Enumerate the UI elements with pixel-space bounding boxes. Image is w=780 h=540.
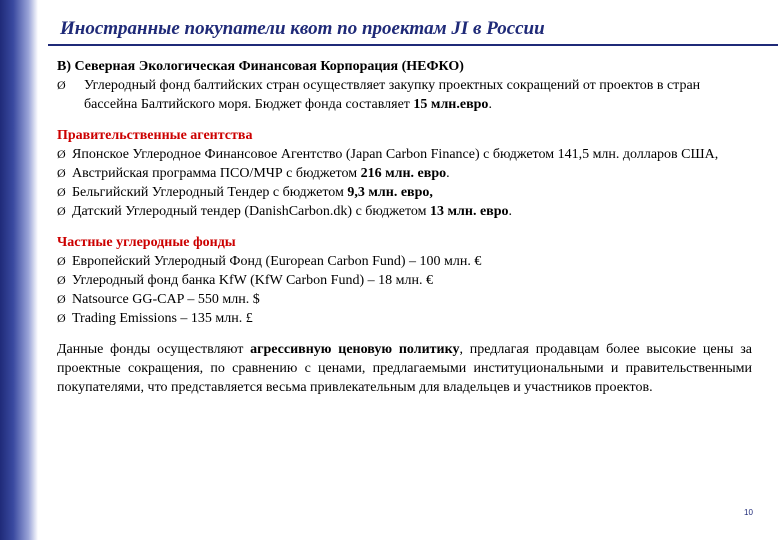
closing-pre: Данные фонды осуществляют (57, 342, 251, 357)
closing-bold: агрессивную ценовую политику (250, 342, 460, 357)
list-item (57, 164, 752, 183)
item-text: Бельгийский Углеродный Тендер с бюджетом (72, 185, 348, 200)
slide-content (57, 57, 752, 397)
item-text: Trading Emissions – 135 млн. £ (72, 311, 253, 326)
item-text: Японское Углеродное Финансовое Агентство (Japan Carbon Finance) с бюджетом 141,5 млн. долларов США, (72, 147, 719, 162)
item-bold: 15 млн.евро (413, 97, 489, 112)
item-end: . (508, 204, 513, 219)
item-end: . (446, 166, 450, 181)
list-item (57, 252, 752, 271)
chevron-bullet-icon: Ø (57, 147, 66, 161)
chevron-bullet-icon: Ø (57, 78, 66, 92)
closing-post: , предлагая продавцам более высокие цены за проектные сокращения, по сравнению с ценами, предлагаемыми институциональными и правительственными покупателями, что представляется весьма привлекательным для владельцев и участников проектов. (57, 342, 752, 395)
chevron-bullet-icon: Ø (57, 292, 66, 306)
title-underline (48, 44, 778, 46)
chevron-bullet-icon: Ø (57, 273, 66, 287)
list-item (57, 271, 752, 290)
list-item (57, 76, 752, 114)
item-bold: 9,3 млн. евро, (347, 185, 433, 200)
closing-paragraph (57, 340, 752, 397)
list-item (57, 202, 752, 221)
chevron-bullet-icon: Ø (57, 204, 66, 218)
chevron-bullet-icon: Ø (57, 254, 66, 268)
list-item (57, 145, 752, 164)
list-item (57, 290, 752, 309)
title-bar (38, 14, 780, 42)
chevron-bullet-icon: Ø (57, 166, 66, 180)
item-text: Natsource GG-CAP – 550 млн. $ (72, 292, 260, 307)
side-gradient-band (0, 0, 38, 540)
page-number: 10 (744, 508, 753, 517)
chevron-bullet-icon: Ø (57, 311, 66, 325)
list-item (57, 309, 752, 328)
section-b-heading: B) Северная Экологическая Финансовая Корпорация (НЕФКО) (57, 59, 464, 74)
item-text: Европейский Углеродный Фонд (European Carbon Fund) – 100 млн. € (72, 254, 482, 269)
item-text: Углеродный фонд балтийских стран осуществляет закупку проектных сокращений от проектов в стран бассейна Балтийского моря. Бюджет фонда составляет (84, 78, 701, 112)
private-heading: Частные углеродные фонды (57, 235, 236, 250)
gov-heading: Правительственные агентства (57, 128, 253, 143)
page-title: Иностранные покупатели квот по проектам JI в России (60, 18, 545, 39)
item-end: . (488, 97, 492, 112)
item-text: Австрийская программа ПСО/МЧР с бюджетом (72, 166, 361, 181)
item-bold: 216 млн. евро (360, 166, 447, 181)
item-text: Углеродный фонд банка KfW (KfW Carbon Fund) – 18 млн. € (72, 273, 433, 288)
chevron-bullet-icon: Ø (57, 185, 66, 199)
list-item (57, 183, 752, 202)
item-bold: 13 млн. евро (430, 204, 509, 219)
item-text: Датский Углеродный тендер (DanishCarbon.dk) с бюджетом (72, 204, 431, 219)
